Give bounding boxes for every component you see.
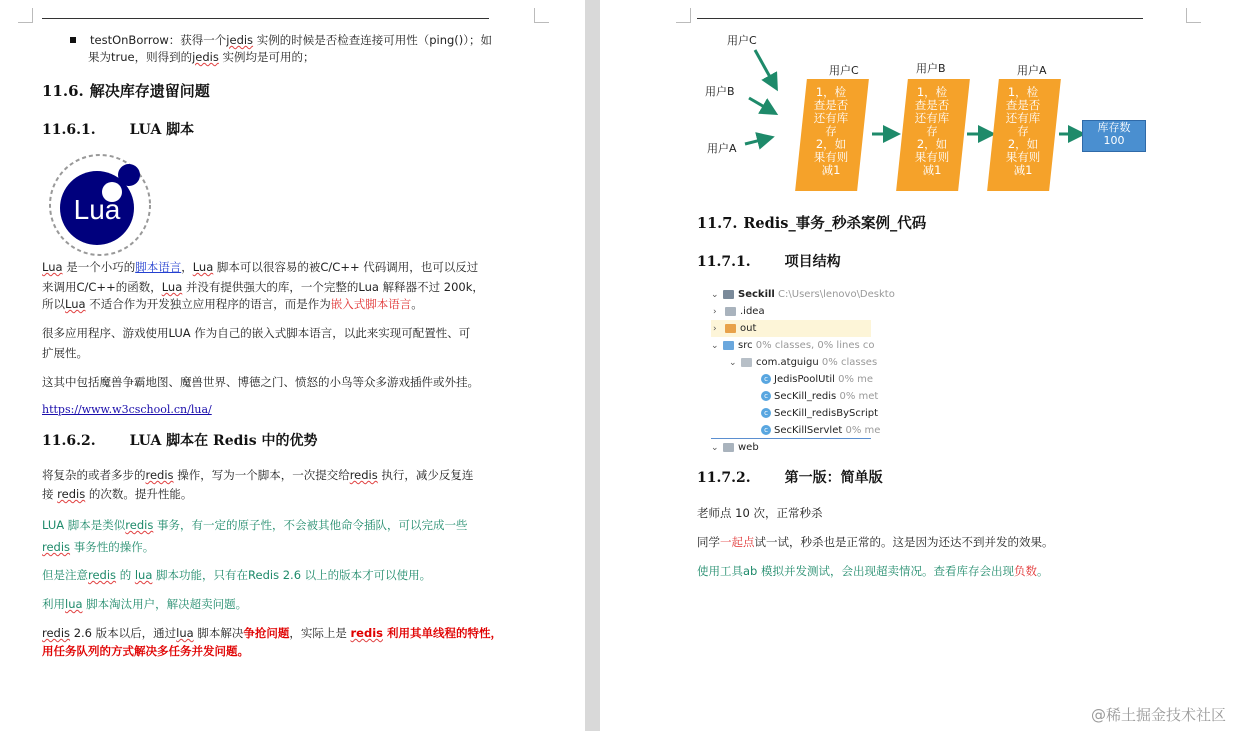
bullet-icon (70, 37, 76, 43)
para-lua-intro-line1: Lua 是一个小巧的脚本语言，Lua 脚本可以很容易的被C/C++ 代码调用，也可以反过 (42, 260, 479, 274)
tree-item-idea[interactable]: › .idea (711, 303, 765, 320)
class-icon: c (761, 391, 771, 401)
para-ab-test: 使用工具ab 模拟并发测试，会出现超卖情况。查看库存会出现负数。 (697, 564, 1049, 578)
chevron-down-icon[interactable]: ⌄ (729, 358, 737, 368)
bullet-test-on-borrow: testOnBorrow：获得一个jedis 实例的时候是否检查连接可用性（ping()）；如 (42, 30, 512, 51)
user-a-label: 用户A (707, 142, 737, 155)
tree-item-out[interactable]: › out (711, 320, 871, 337)
page-corner-mark (18, 8, 33, 23)
folder-icon (725, 324, 736, 333)
chevron-down-icon[interactable]: ⌄ (711, 443, 719, 453)
heading-11-6-2: 11.6.2. LUA 脚本在 Redis 中的优势 (42, 433, 318, 449)
right-page (600, 0, 1240, 731)
para-redis-version-note: 但是注意redis 的 lua 脚本功能，只有在Redis 2.6 以上的版本才可以使用。 (42, 568, 432, 582)
header-rule (42, 18, 489, 19)
para-redis-advantage-line1: 将复杂的或者多步的redis 操作，写为一个脚本，一次提交给redis 执行，减少反复连 (42, 468, 474, 482)
para-redis-advantage-line2: 接 redis 的次数。提升性能。 (42, 487, 193, 501)
user-b-label: 用户B (705, 85, 735, 98)
page-corner-mark (1186, 8, 1201, 23)
para-teacher-click: 老师点 10 次，正常秒杀 (697, 506, 823, 520)
header-rule (697, 18, 1143, 19)
para-single-thread-line2: 用任务队列的方式解决多任务并发问题。 (42, 644, 249, 658)
chevron-down-icon[interactable]: ⌄ (711, 290, 719, 300)
para-lua-atomic-line2: redis 事务性的操作。 (42, 540, 155, 554)
para-lua-intro-line3: 所以Lua 不适合作为开发独立应用程序的语言，而是作为嵌入式脚本语言。 (42, 297, 423, 311)
stock-box (1082, 120, 1146, 152)
para-lua-usage-line1: 很多应用程序、游戏使用LUA 作为自己的嵌入式脚本语言，以此来实现可配置性、可 (42, 326, 471, 340)
link-w3cschool-lua[interactable]: https://www.w3cschool.cn/lua/ (42, 403, 212, 416)
tree-item-seckill-redis[interactable]: c SecKill_redis 0% met (761, 388, 878, 405)
page-corner-mark (534, 8, 549, 23)
seckill-flow-diagram (697, 28, 1157, 198)
para-lua-atomic-line1: LUA 脚本是类似redis 事务，有一定的原子性，不会被其他命令插队，可以完成一些 (42, 518, 468, 532)
stock-label: 库存数 (1097, 121, 1131, 134)
box-label-user-a: 用户A (1017, 64, 1047, 77)
class-icon: c (761, 374, 771, 384)
tree-item-seckill-redisbyscript[interactable]: c SecKill_redisByScript (761, 405, 878, 422)
box-label-user-b: 用户B (916, 62, 946, 75)
para-lua-usage-line2: 扩展性。 (42, 346, 88, 360)
heading-11-6-1: 11.6.1. LUA 脚本 (42, 122, 195, 138)
tree-item-src[interactable]: ⌄ src 0% classes, 0% lines co (711, 337, 874, 354)
heading-11-7-1: 11.7.1. 项目结构 (697, 254, 841, 270)
tree-item-seckill[interactable]: ⌄ Seckill C:\Users\lenovo\Deskto (711, 286, 895, 303)
process-box-text: 1，检 查是否 还有库 存 2，如 果有则 减1 (1005, 85, 1041, 177)
project-tree (697, 285, 895, 455)
heading-11-7-2: 11.7.2. 第一版：简单版 (697, 470, 883, 486)
para-classmates-try: 同学一起点试一试，秒杀也是正常的。这是因为还达不到并发的效果。 (697, 535, 1054, 549)
tree-item-jedispoolutil[interactable]: c JedisPoolUtil 0% me (761, 371, 873, 388)
class-icon: c (761, 408, 771, 418)
bullet-test-on-borrow-line2: 果为true，则得到的jedis 实例均是可用的； (88, 50, 315, 64)
tree-item-web[interactable]: ⌄ web (711, 438, 871, 456)
link-script-language[interactable]: 脚本语言 (135, 260, 182, 274)
process-box-text: 1，检 查是否 还有库 存 2，如 果有则 减1 (813, 85, 849, 177)
watermark: @稀土掘金技术社区 (1090, 706, 1226, 724)
user-c-label: 用户C (727, 34, 757, 47)
package-icon (741, 358, 752, 367)
lua-logo (44, 152, 156, 258)
stock-value: 100 (1103, 134, 1125, 147)
svg-text:Lua: Lua (73, 194, 121, 225)
chevron-right-icon[interactable]: › (713, 307, 717, 317)
tree-item-com-atguigu[interactable]: ⌄ com.atguigu 0% classes (729, 354, 877, 371)
process-box-text: 1，检 查是否 还有库 存 2，如 果有则 减1 (914, 85, 950, 177)
folder-icon (723, 290, 734, 299)
para-lua-games: 这其中包括魔兽争霸地图、魔兽世界、博德之门、愤怒的小鸟等众多游戏插件或外挂。 (42, 375, 479, 389)
heading-11-7: 11.7. Redis_事务_秒杀案例_代码 (697, 215, 927, 232)
para-lua-oversell: 利用lua 脚本淘汰用户，解决超卖问题。 (42, 597, 248, 611)
class-icon: c (761, 425, 771, 435)
heading-11-6: 11.6. 解决库存遗留问题 (42, 82, 210, 100)
folder-icon (723, 341, 734, 350)
chevron-right-icon[interactable]: › (713, 324, 717, 334)
page-corner-mark (676, 8, 691, 23)
left-page (0, 0, 585, 731)
folder-icon (723, 443, 734, 452)
para-lua-intro-line2: 来调用C/C++的函数，Lua 并没有提供强大的库，一个完整的Lua 解释器不过 200k， (42, 280, 484, 294)
para-single-thread-line1: redis 2.6 版本以后，通过lua 脚本解决争抢问题，实际上是 redis 利用其单线程的特性， (42, 626, 503, 640)
tree-item-seckillservlet[interactable]: c SecKillServlet 0% me (761, 422, 880, 439)
chevron-down-icon[interactable]: ⌄ (711, 341, 719, 351)
folder-icon (725, 307, 736, 316)
box-label-user-c: 用户C (829, 64, 859, 77)
